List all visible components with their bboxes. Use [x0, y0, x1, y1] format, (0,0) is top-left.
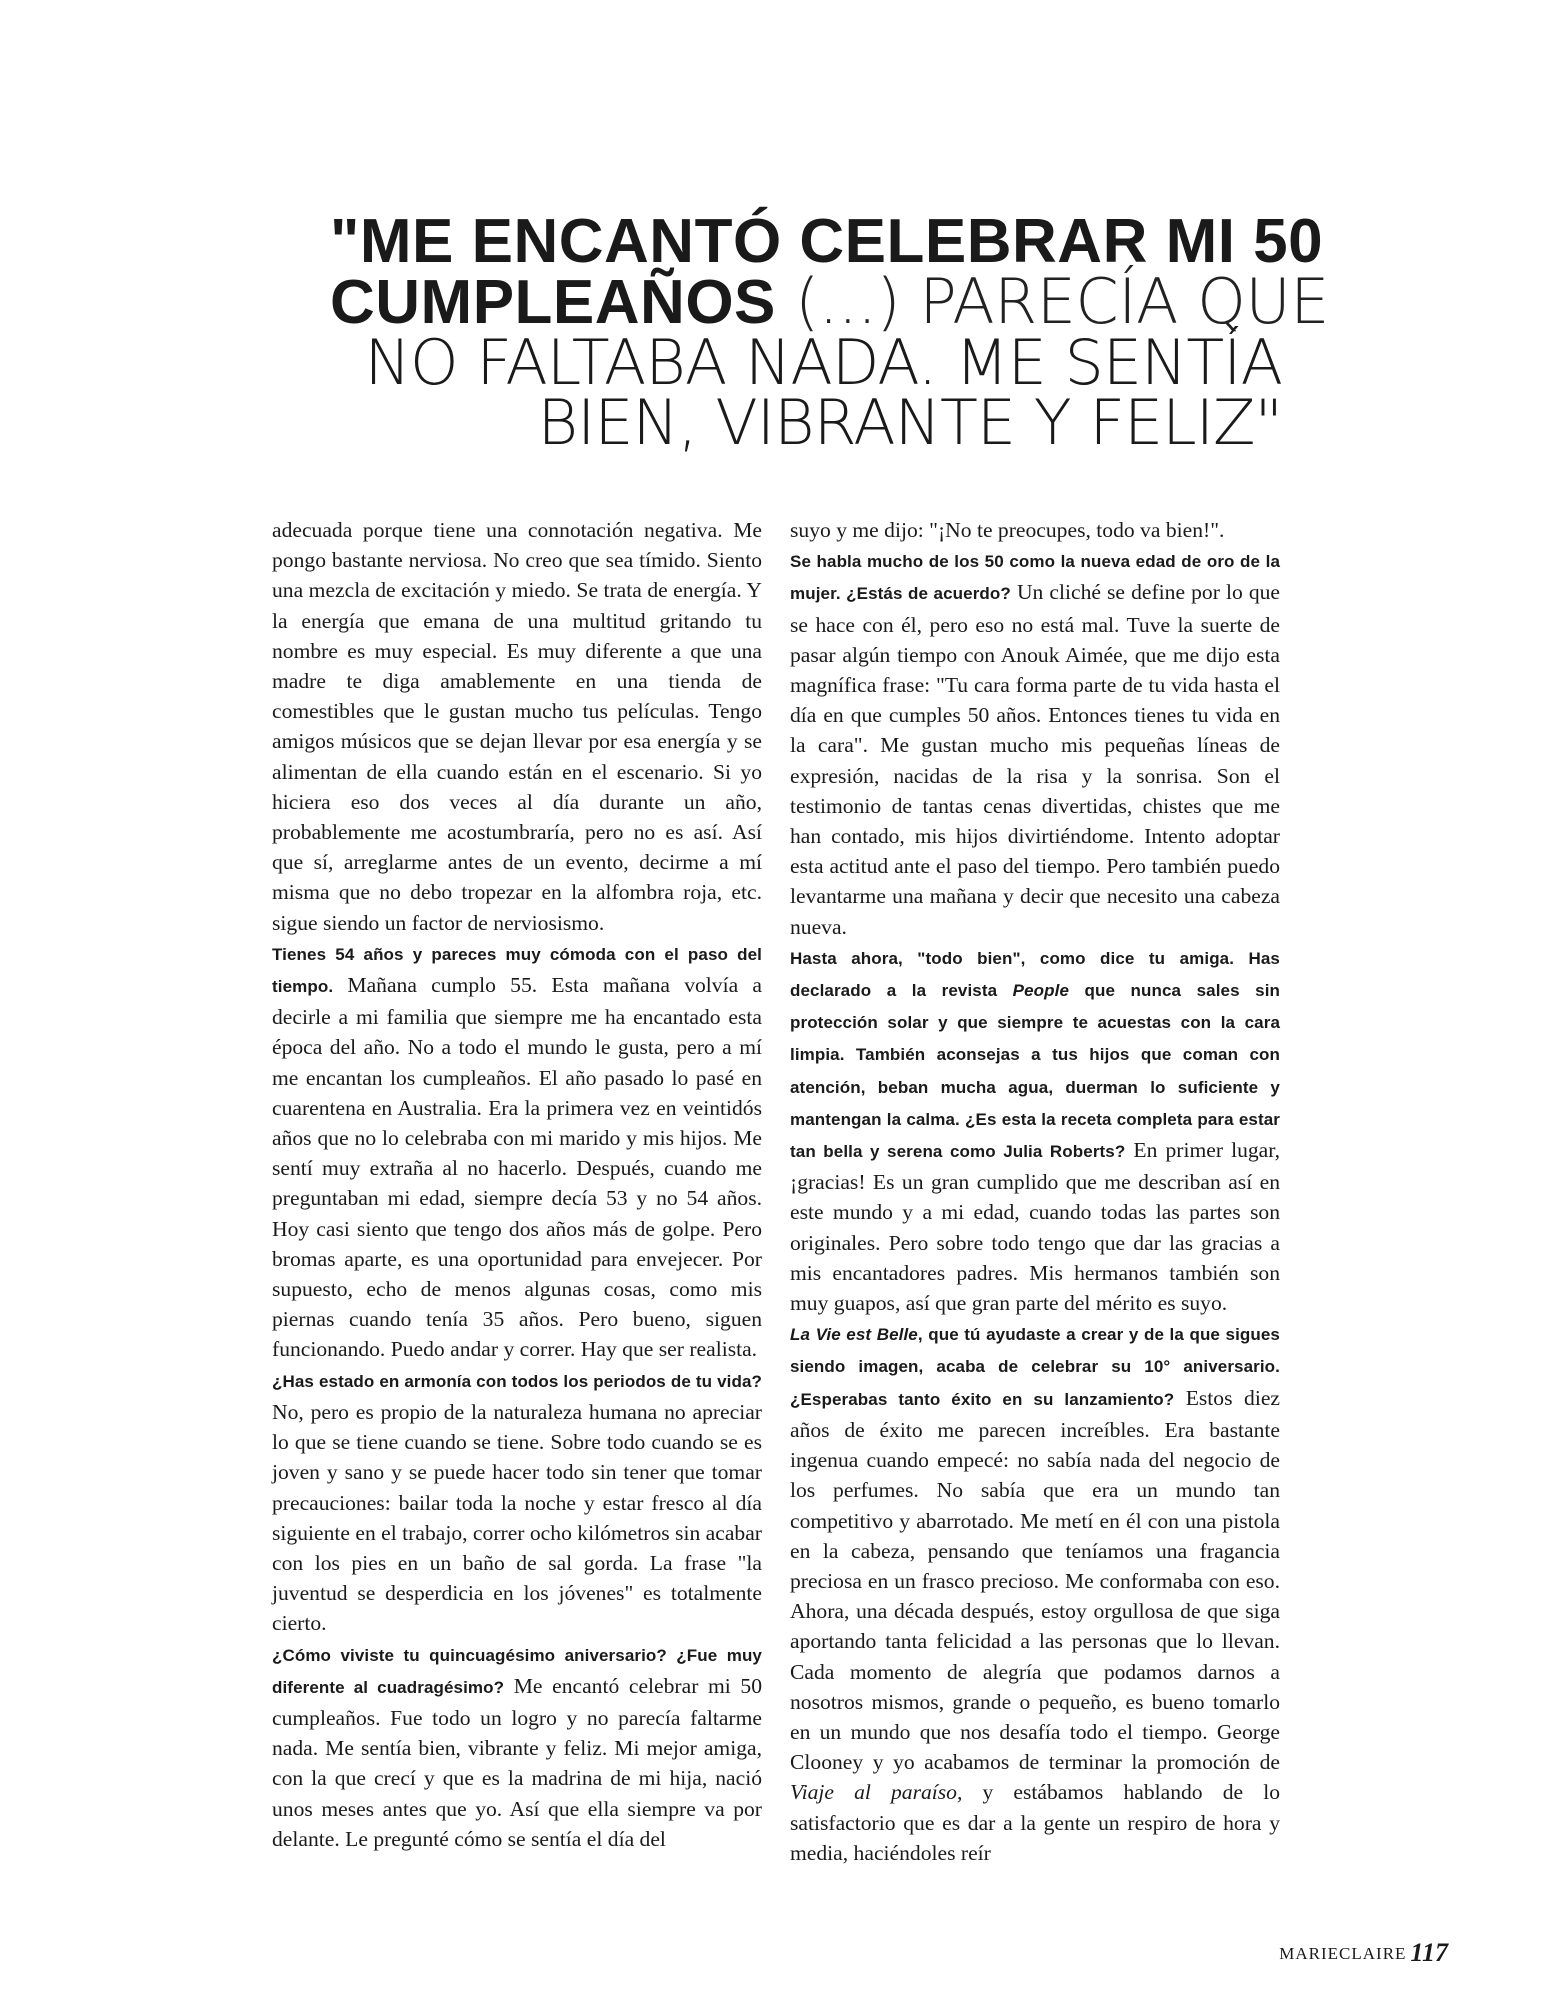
pull-quote-line-3: NO FALTABA NADA. ME SENTÍA [364, 326, 1282, 399]
page-footer [1279, 1938, 1448, 1968]
question-text: Se habla mucho de los 50 como la nueva edad de oro de la mujer. ¿Estás de acuerdo? [790, 552, 1280, 604]
pull-quote-line-2-bold: CUMPLEAÑOS [330, 268, 776, 337]
left-column [272, 515, 762, 1854]
question-text [790, 949, 1280, 1161]
paragraph [272, 515, 762, 938]
paragraph [790, 545, 1280, 942]
question-text: Tienes 54 años y pareces muy cómoda con el paso del tiempo. [272, 944, 762, 997]
page-number: 117 [1410, 1938, 1448, 1967]
question-text: ¿Cómo viviste tu quincuagésimo aniversario? ¿Fue muy diferente al cuadragésimo? [272, 1645, 762, 1697]
answer-text: Mañana cumplo 55. Esta mañana volvía a decirle a mi familia que siempre me ha encantado esta época del año. No a todo el mundo le gusta, pero a mí me encantan los cumpleaños. El año pasado lo pasé en cuarentena en Australia. Era la primera vez en veintidós años que no lo celebraba con mi marido y mis hijos. Me sentí muy extraña al no hacerlo. Después, cuando me preguntaban mi edad, siempre decía 53 y no 54 años. Hoy casi siento que tengo dos años más de golpe. Pero bromas aparte, es una oportunidad para envejecer. Por supuesto, echo de menos algunas cosas, como mis piernas cuando tenía 35 años. Pero bueno, siguen funcionando. Puedo andar y correr. Hay que ser realista. [272, 973, 762, 1362]
answer-text: Me encantó celebrar mi 50 cumpleaños. Fue todo un logro y no parecía faltarme nada. Me sentía bien, vibrante y feliz. Mi mejor amiga, con la que crecí y que es la madrina de mi hija, nació unos meses antes que yo. Así que ella siempre va por delante. Le pregunté cómo se sentía el día del [272, 1673, 763, 1851]
pull-quote-line-2-light: (...) PARECÍA QUE [775, 265, 1329, 338]
answer-text: En primer lugar, ¡gracias! Es un gran cumplido que me describan así en este mundo y a mi edad, cuando todas las partes son originales. Pero sobre todo tengo que dar las gracias a mis encantadores padres. Mis hermanos también son muy guapos, así que gran parte del mérito es suyo. [790, 1138, 1280, 1316]
paragraph [790, 1318, 1280, 1868]
magazine-name: MARIECLAIRE [1279, 1944, 1407, 1963]
question-text-part: , que tú ayudaste a crear y de la que sigues siendo imagen, acaba de celebrar su 10° aniversario. ¿Esperabas tanto éxito en su lanzamiento? [790, 1325, 1280, 1409]
answer-text: adecuada porque tiene una connotación negativa. Me pongo bastante nerviosa. No creo que sea tímido. Siento una mezcla de excitación y miedo. Se trata de energía. Y la energía que emana de una multitud gritando tu nombre es muy especial. Es muy diferente a que una madre te diga amablemente en una tienda de comestibles que le gustan mucho tus películas. Tengo amigos músicos que se dejan llevar por esa energía y se alimentan de ella cuando están en el escenario. Si yo hiciera eso dos veces al día durante un año, probablemente me acostumbraría, pero no es así. Así que sí, arreglarme antes de un evento, decirme a mí misma que no debo tropezar en la alfombra roja, etc. sigue siendo un factor de nerviosismo. [272, 518, 762, 935]
film-title: Viaje al paraíso, [790, 1780, 963, 1805]
answer-text: No, pero es propio de la naturaleza humana no apreciar lo que se tiene cuando se tiene. Sobre todo cuando se es joven y sano y se puede hacer todo sin tener que tomar precauciones: bailar toda la noche y estar fresco al día siguiente en el trabajo, correr ocho kilómetros sin acabar con los pies en un baño de sal gorda. La frase "la juventud se desperdicia en los jóvenes" es totalmente cierto. [272, 1399, 762, 1636]
answer-text: y estábamos hablando de lo satisfactorio que es dar a la gente un respiro de hora y media, haciéndoles reír [790, 1780, 1280, 1865]
paragraph [272, 1639, 762, 1854]
paragraph [790, 515, 1280, 545]
paragraph [272, 1365, 762, 1639]
question-text-part: Hasta ahora, "todo bien", como dice tu amiga. Has declarado a la revista [790, 948, 1280, 1001]
pull-quote-line-4: BIEN, VIBRANTE Y FELIZ" [537, 386, 1282, 459]
answer-text: suyo y me dijo: "¡No te preocupes, todo va bien!". [790, 518, 1225, 542]
perfume-title: La Vie est Belle [790, 1325, 918, 1345]
answer-text: Un cliché se define por lo que se hace con él, pero eso no está mal. Tuve la suerte de pasar algún tiempo con Anouk Aimée, que me dijo esta magnífica frase: "Tu cara forma parte de tu vida hasta el día en que cumples 50 años. Entonces tienes tu vida en la cara". Me gustan mucho mis pequeñas líneas de expresión, nacidas de la risa y la sonrisa. Son el testimonio de tantas cenas divertidas, chistes que me han contado, mis hijos divirtiéndome. Intento adoptar esta actitud ante el paso del tiempo. Pero también puedo levantarme una mañana y decir que necesito una cabeza nueva. [790, 580, 1280, 939]
question-text: ¿Has estado en armonía con todos los periodos de tu vida? [272, 1371, 762, 1391]
magazine-title: People [1012, 981, 1070, 1001]
right-column [790, 515, 1280, 1868]
paragraph [790, 942, 1280, 1318]
pull-quote-line-2 [330, 265, 1329, 338]
answer-text: Estos diez años de éxito me parecen increíbles. Era bastante ingenua cuando empecé: no sabía nada del negocio de los perfumes. No sabía que era un mundo tan competitivo y abarrotado. Me metí en él con una pistola en la cabeza, pensando que teníamos una fragancia preciosa en un frasco precioso. Me conformaba con eso. Ahora, una década después, estoy orgullosa de que siga aportando tanta felicidad a las personas que lo llevan. Cada momento de alegría que podamos darnos a nosotros mismos, grande o pequeño, es bueno tomarlo en un mundo que nos desafía todo el tiempo. George Clooney y yo acabamos de terminar la promoción de [790, 1385, 1280, 1775]
pull-quote [330, 207, 1329, 459]
paragraph [272, 938, 762, 1365]
pull-quote-line-1: "ME ENCANTÓ CELEBRAR MI 50 [330, 207, 1324, 276]
question-text-part: que nunca sales sin protección solar y que siempre te acuestas con la cara limpia. También aconsejas a tus hijos que coman con atención, beban mucha agua, duerman lo suficiente y mantengan la calma. ¿Es esta la receta completa para estar tan bella y serena como Julia Roberts? [790, 981, 1281, 1162]
